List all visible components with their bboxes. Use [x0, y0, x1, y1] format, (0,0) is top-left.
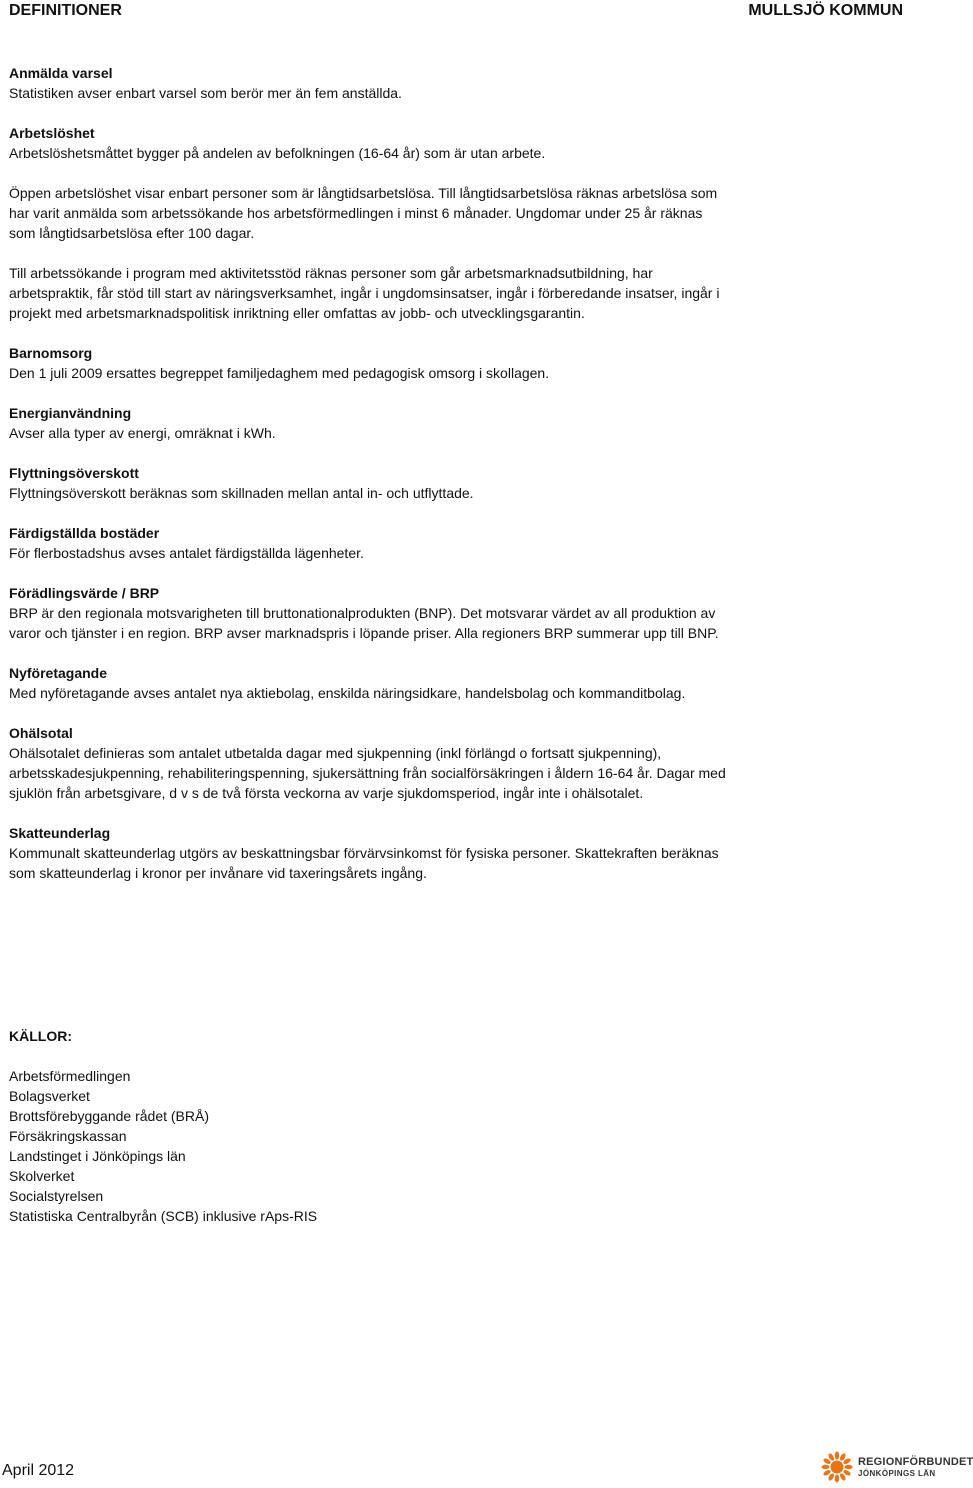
- definition-section: [9, 343, 729, 383]
- source-item: Arbetsförmedlingen: [9, 1068, 131, 1084]
- definition-section: [9, 403, 729, 443]
- definition-text: Flyttningsöverskott beräknas som skillnaden mellan antal in- och utflyttade.: [9, 485, 474, 501]
- source-item: Statistiska Centralbyrån (SCB) inklusive rAps-RIS: [9, 1208, 318, 1224]
- footer-date: April 2012: [2, 1462, 75, 1479]
- source-item: Skolverket: [9, 1168, 75, 1184]
- definition-title: Färdigställda bostäder: [9, 525, 160, 541]
- definition-section: [9, 523, 729, 563]
- definition-title: Flyttningsöverskott: [9, 465, 139, 481]
- source-item: Socialstyrelsen: [9, 1188, 104, 1204]
- definition-text: Öppen arbetslöshet visar enbart personer som är långtidsarbetslösa. Till långtidsarbetslösa räknas arbetslösa som har varit anmälda som arbetssökande hos arbetsförmedlingen i minst 6 månader. Ungdomar under 25 år räknas som långtidsarbetslösa efter 100 dagar.: [9, 185, 718, 241]
- definition-text: Avser alla typer av energi, omräknat i kWh.: [9, 425, 276, 441]
- source-item: Försäkringskassan: [9, 1128, 127, 1144]
- definition-text: Den 1 juli 2009 ersattes begreppet familjedaghem med pedagogisk omsorg i skollagen.: [9, 365, 550, 381]
- sources-title: KÄLLOR:: [9, 1028, 72, 1044]
- definition-text: Statistiken avser enbart varsel som berör mer än fem anställda.: [9, 85, 402, 101]
- definition-section: [9, 463, 729, 503]
- definition-text: För flerbostadshus avses antalet färdigställda lägenheter.: [9, 545, 364, 561]
- header-title: DEFINITIONER: [9, 2, 122, 19]
- definition-title: Arbetslöshet: [9, 125, 95, 141]
- definition-section: [9, 63, 729, 103]
- definition-section: [9, 723, 729, 803]
- definition-text: Ohälsotalet definieras som antalet utbetalda dagar med sjukpenning (inkl förlängd o fortsatt sjukpenning), arbetsskadesjukpenning, rehabiliteringspenning, sjukersättning från socialförsäkringen i åldern 16-64 år. Dagar med sjuklön från arbetsgivare, d v s de två första veckorna av varje sjukdomsperiod, ingår inte i ohälsotalet.: [9, 745, 726, 801]
- definition-title: Nyföretagande: [9, 665, 108, 681]
- definition-title: Energianvändning: [9, 405, 132, 421]
- definition-text: Till arbetssökande i program med aktivitetsstöd räknas personer som går arbetsmarknadsutbildning, har arbetspraktik, får stöd till start av näringsverksamhet, ingår i ungdomsinsatser, ingår i förberedande insatser, ingår i projekt med arbetsmarknadspolitisk inriktning eller omfattas av jobb- och utvecklingsgarantin.: [9, 265, 720, 321]
- sun-logo-icon: [821, 1451, 855, 1483]
- definition-title: Anmälda varsel: [9, 65, 113, 81]
- definition-title: Skatteunderlag: [9, 825, 111, 841]
- definition-text: Kommunalt skatteunderlag utgörs av beskattningsbar förvärvsinkomst för fysiska personer. Skattekraften beräknas som skatteunderlag i kronor per invånare vid taxeringsårets ingång.: [9, 845, 719, 881]
- definition-section: [9, 663, 729, 703]
- definitions-list: [9, 63, 729, 903]
- definition-text: BRP är den regionala motsvarigheten till bruttonationalprodukten (BNP). Det motsvarar värdet av all produktion av varor och tjänster i en region. BRP avser marknadspris i löpande priser. Alla regioners BRP summerar upp till BNP.: [9, 605, 719, 641]
- definition-text: Med nyföretagande avses antalet nya aktiebolag, enskilda näringsidkare, handelsbolag och kommanditbolag.: [9, 685, 686, 701]
- source-item: Bolagsverket: [9, 1088, 90, 1104]
- sources-section: [9, 1026, 317, 1226]
- definition-text: Arbetslöshetsmåttet bygger på andelen av befolkningen (16-64 år) som är utan arbete.: [9, 145, 546, 161]
- sources-list: [9, 1066, 317, 1226]
- header-municipality: MULLSJÖ KOMMUN: [748, 2, 903, 19]
- regionforbundet-logo: [821, 1451, 973, 1483]
- definition-title: Ohälsotal: [9, 725, 73, 741]
- source-item: Brottsförebyggande rådet (BRÅ): [9, 1108, 209, 1124]
- source-item: Landstinget i Jönköpings län: [9, 1148, 186, 1164]
- definition-title: Barnomsorg: [9, 345, 93, 361]
- logo-line1: REGIONFÖRBUNDET: [858, 1456, 973, 1468]
- definition-title: Förädlingsvärde / BRP: [9, 585, 160, 601]
- definition-section: [9, 583, 729, 643]
- definition-section: [9, 823, 729, 883]
- definition-section: [9, 123, 729, 323]
- logo-line2: JÖNKÖPINGS LÄN: [858, 1469, 936, 1478]
